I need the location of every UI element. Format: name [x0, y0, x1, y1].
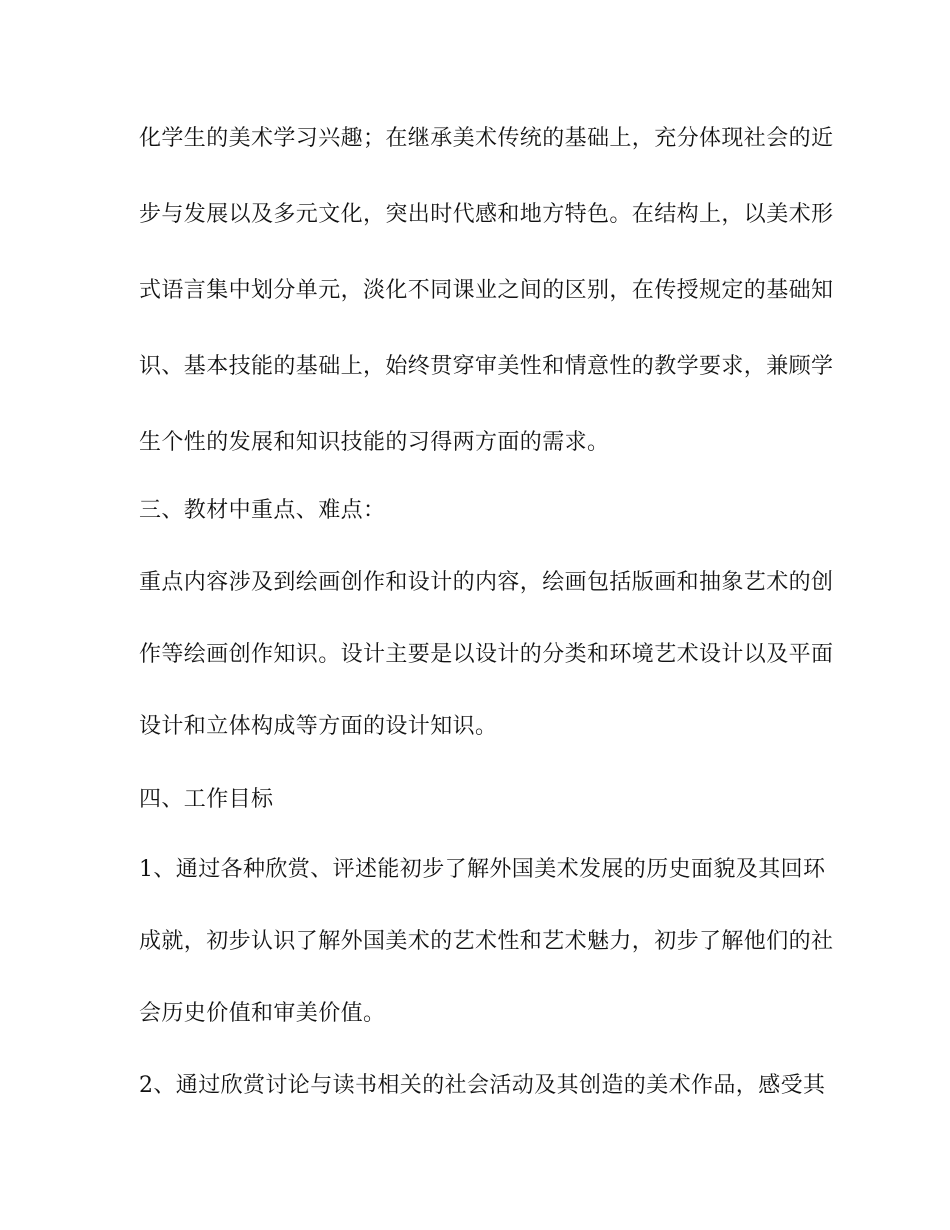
- section-heading: 四、工作目标: [139, 787, 274, 812]
- text-line: 式语言集中划分单元，淡化不同课业之间的区别，在传授规定的基础知: [139, 278, 834, 303]
- text-line: 生个性的发展和知识技能的习得两方面的需求。: [139, 430, 610, 455]
- text-line: 会历史价值和审美价值。: [139, 1001, 386, 1026]
- text-line: 作等绘画创作知识。设计主要是以设计的分类和环境艺术设计以及平面: [139, 642, 834, 667]
- text-line: 识、基本技能的基础上，始终贯穿审美性和情意性的教学要求，兼顾学: [139, 354, 834, 379]
- text-line: 1、通过各种欣赏、评述能初步了解外国美术发展的历史面貌及其回环: [139, 857, 826, 882]
- section-heading: 三、教材中重点、难点：: [139, 498, 386, 523]
- text-line: 2、通过欣赏讨论与读书相关的社会活动及其创造的美术作品，感受其: [139, 1073, 826, 1098]
- text-line: 重点内容涉及到绘画创作和设计的内容，绘画包括版画和抽象艺术的创: [139, 570, 834, 595]
- text-line: 设计和立体构成等方面的设计知识。: [139, 714, 498, 739]
- text-line: 成就，初步认识了解外国美术的艺术性和艺术魅力，初步了解他们的社: [139, 929, 834, 954]
- text-line: 步与发展以及多元文化，突出时代感和地方特色。在结构上，以美术形: [139, 202, 834, 227]
- text-line: 化学生的美术学习兴趣；在继承美术传统的基础上，充分体现社会的近: [139, 126, 834, 151]
